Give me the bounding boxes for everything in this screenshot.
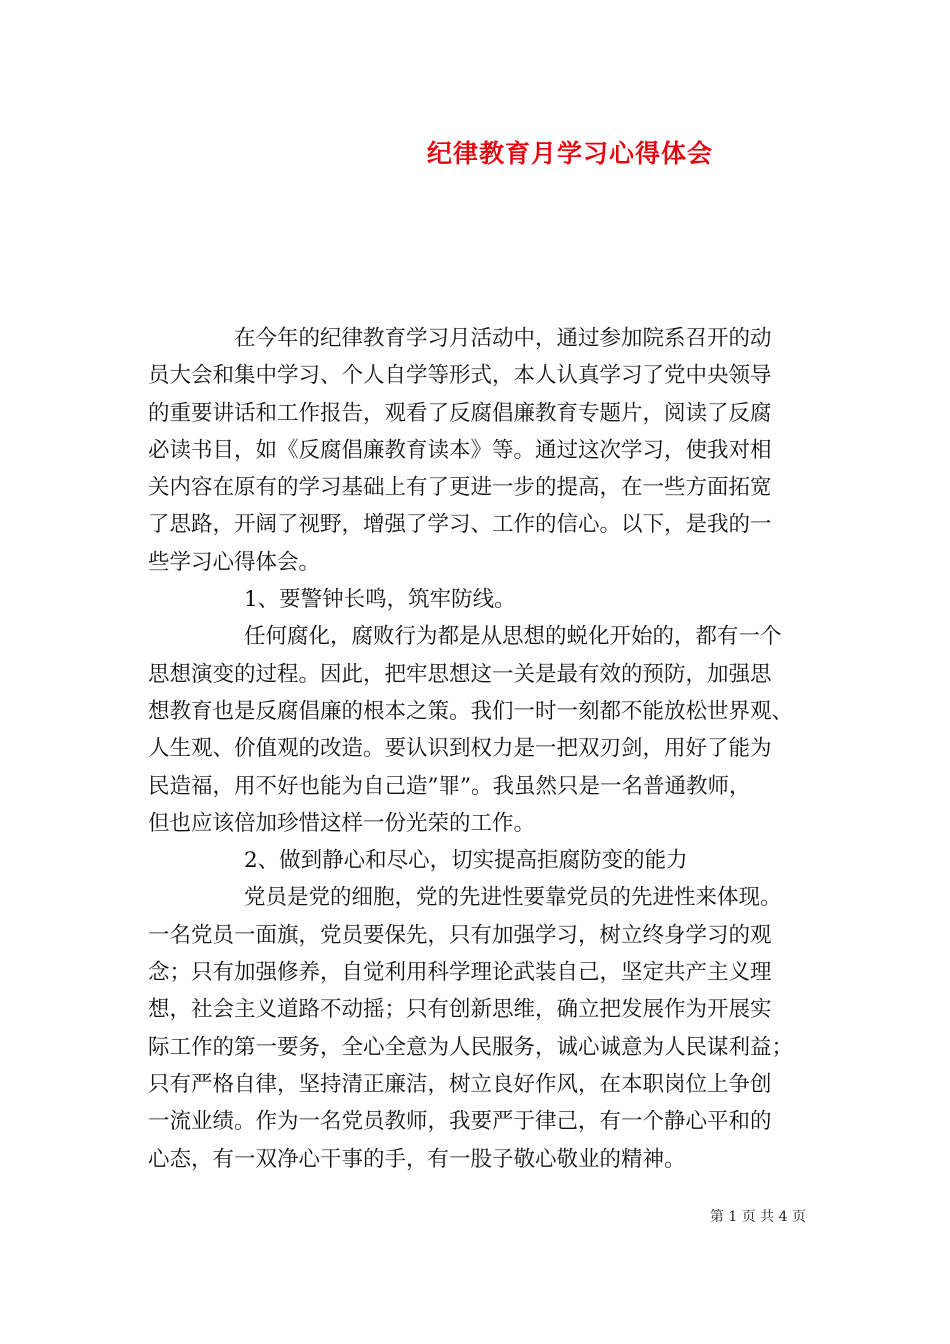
- paragraph-line: 任何腐化，腐败行为都是从思想的蜕化开始的，都有一个: [244, 624, 782, 650]
- paragraph-line: 一流业绩。作为一名党员教师，我要严于律己，有一个静心平和的: [148, 1109, 772, 1135]
- paragraph-line: 党员是党的细胞，党的先进性要靠党员的先进性来体现。: [244, 885, 782, 911]
- paragraph-line: 只有严格自律，坚持清正廉洁，树立良好作风，在本职岗位上争创: [148, 1071, 772, 1097]
- paragraph-line: 想，社会主义道路不动摇；只有创新思维，确立把发展作为开展实: [148, 997, 772, 1023]
- paragraph-line: 民造福，用不好也能为自己造”罪”。我虽然只是一名普通教师，: [148, 773, 751, 799]
- paragraph-line: 的重要讲话和工作报告，观看了反腐倡廉教育专题片，阅读了反腐: [148, 400, 772, 426]
- document-body: [148, 320, 808, 1178]
- paragraph-line: 思想演变的过程。因此，把牢思想这一关是最有效的预防，加强思: [148, 661, 772, 687]
- section-heading-2: 2、做到静心和尽心，切实提高拒腐防变的能力: [244, 848, 688, 874]
- paragraph-line: 想教育也是反腐倡廉的根本之策。我们一时一刻都不能放松世界观、: [148, 698, 794, 724]
- paragraph-line: 念；只有加强修养，自觉利用科学理论武装自己，坚定共产主义理: [148, 960, 772, 986]
- paragraph-line: 但也应该倍加珍惜这样一份光荣的工作。: [148, 810, 536, 836]
- paragraph-line: 员大会和集中学习、个人自学等形式，本人认真学习了党中央领导: [148, 363, 772, 389]
- paragraph-line: 关内容在原有的学习基础上有了更进一步的提高，在一些方面拓宽: [148, 475, 772, 501]
- paragraph-line: 在今年的纪律教育学习月活动中，通过参加院系召开的动: [234, 326, 772, 351]
- paragraph-line: 人生观、价值观的改造。要认识到权力是一把双刃剑，用好了能为: [148, 736, 772, 762]
- paragraph-line: 些学习心得体会。: [148, 549, 321, 575]
- paragraph-line: 一名党员一面旗，党员要保先，只有加强学习，树立终身学习的观: [148, 922, 772, 948]
- section-heading-1: 1、要警钟长鸣，筑牢防线。: [244, 587, 516, 613]
- paragraph-line: 了思路，开阔了视野，增强了学习、工作的信心。以下，是我的一: [148, 512, 772, 538]
- paragraph-line: 必读书目，如《反腐倡廉教育读本》等。通过这次学习，使我对相: [148, 437, 772, 463]
- page-number-footer: 第 1 页 共 4 页: [709, 1209, 806, 1225]
- paragraph-line: 际工作的第一要务，全心全意为人民服务，诚心诚意为人民谋利益；: [148, 1034, 794, 1060]
- paragraph-line: 心态，有一双净心干事的手，有一股子敬心敬业的精神。: [148, 1146, 686, 1172]
- document-title: 纪律教育月学习心得体会: [426, 139, 713, 168]
